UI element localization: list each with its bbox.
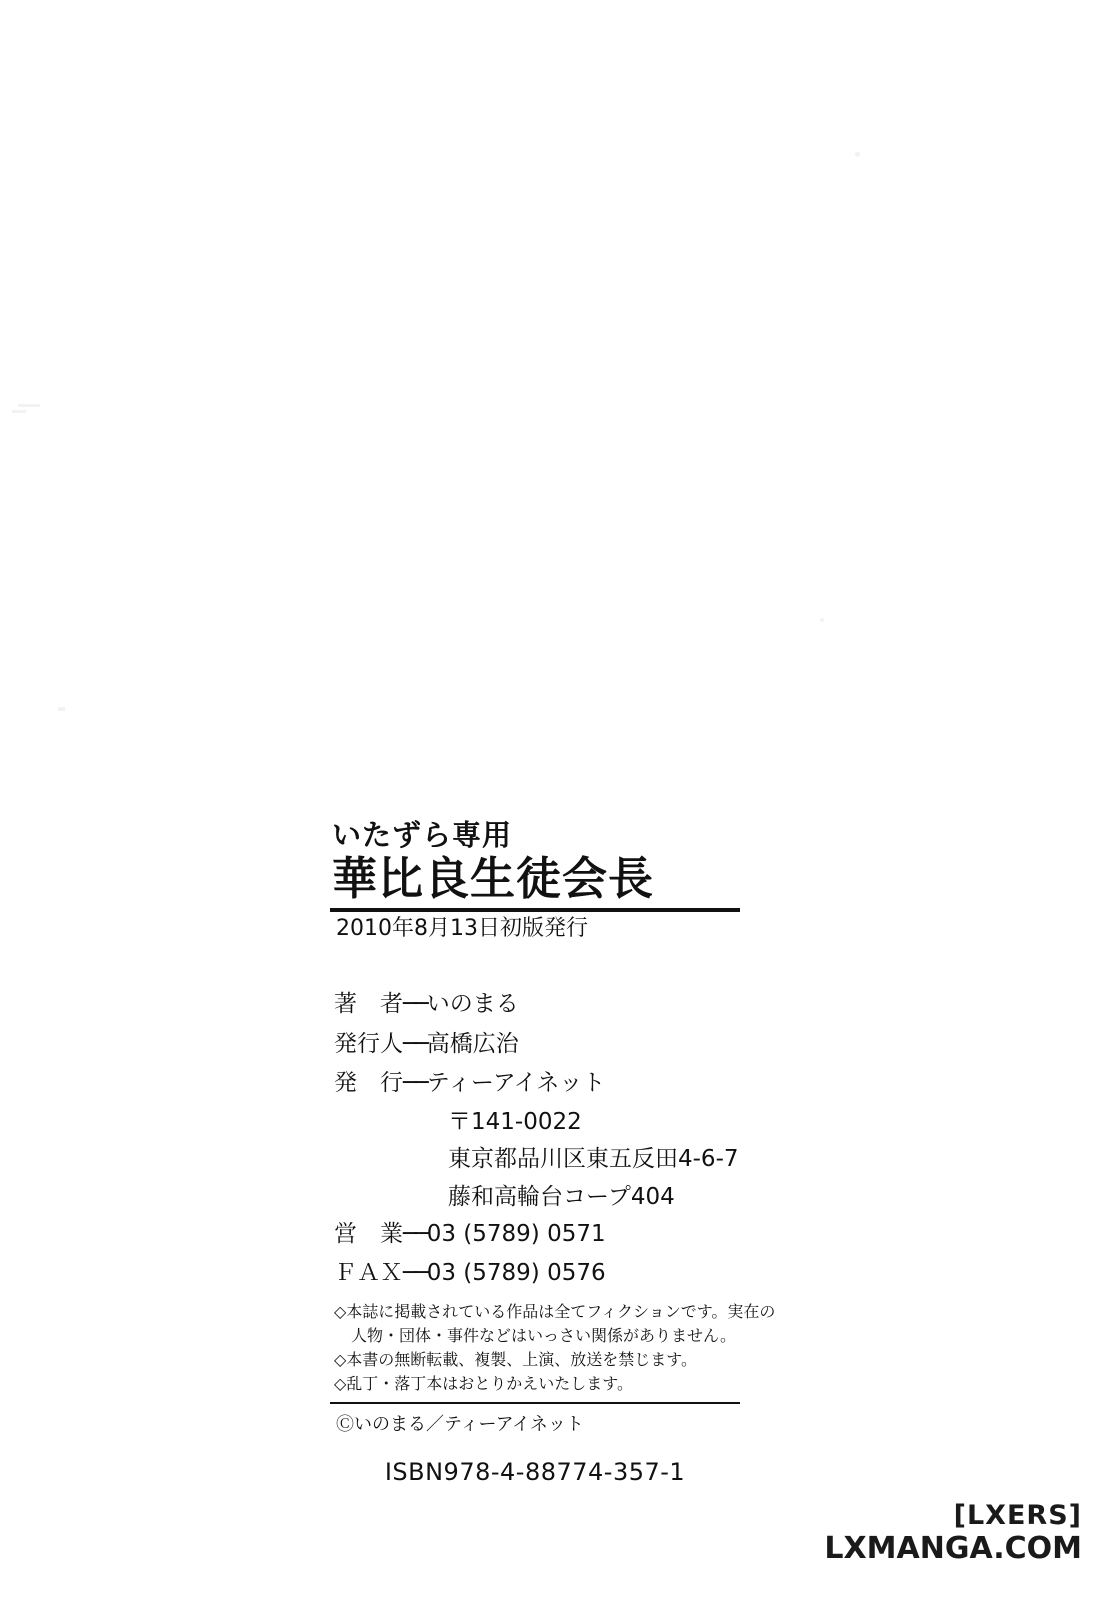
- credits-list: [330, 986, 740, 1292]
- publication-date: 2010年8月13日初版発行: [336, 915, 588, 941]
- credit-row-publisher: [334, 1065, 740, 1102]
- contact-label: 営 業: [334, 1220, 403, 1247]
- address-building: 藤和高輪台コープ404: [448, 1183, 675, 1210]
- contact-dash: ──: [403, 1220, 427, 1247]
- paper-speck: [18, 404, 40, 407]
- book-title: 華比良生徒会長: [332, 852, 655, 906]
- credit-row-publisher-person: [334, 1026, 740, 1063]
- credit-dash: ──: [403, 991, 427, 1018]
- paper-speck: [12, 410, 26, 413]
- contact-value: 03 (5789) 0576: [426, 1260, 606, 1287]
- credit-label: 発 行: [334, 1069, 403, 1096]
- credit-value: いのまる: [426, 991, 519, 1018]
- contact-row-fax: [334, 1255, 740, 1292]
- contact-row-sales: [334, 1216, 740, 1253]
- contact-dash: ──: [403, 1260, 427, 1287]
- footer-divider: [330, 1402, 740, 1404]
- watermark-domain: LXMANGA.COM: [824, 1530, 1082, 1566]
- title-divider: [330, 908, 740, 912]
- paper-speck: [855, 152, 860, 157]
- watermark-tag: [LXERS]: [953, 1500, 1082, 1532]
- book-subtitle: いたずら専用: [332, 818, 513, 852]
- credit-row-author: [334, 986, 740, 1023]
- paper-speck: [820, 618, 824, 622]
- legal-note: ◇本誌に掲載されている作品は全てフィクションです。実在の: [334, 1302, 776, 1322]
- contact-label: ＦＡＸ: [334, 1260, 403, 1287]
- credit-label: 発行人: [334, 1030, 403, 1057]
- credit-value: 高橋広治: [426, 1030, 519, 1057]
- copyright-line: Ⓒいのまる／ティーアイネット: [336, 1414, 584, 1436]
- credit-dash: ──: [403, 1069, 427, 1096]
- contact-value: 03 (5789) 0571: [426, 1220, 606, 1247]
- legal-note: ◇乱丁・落丁本はおとりかえいたします。: [334, 1374, 634, 1394]
- credit-label: 著 者: [334, 991, 403, 1018]
- credit-dash: ──: [403, 1030, 427, 1057]
- isbn-number: ISBN978-4-88774-357-1: [384, 1458, 686, 1487]
- legal-notes: [334, 1300, 776, 1396]
- address-street: 東京都品川区東五反田4-6-7: [448, 1146, 739, 1173]
- legal-note: ◇本書の無断転載、複製、上演、放送を禁じます。: [334, 1350, 698, 1370]
- legal-note: 人物・団体・事件などはいっさい関係がありません。: [351, 1326, 736, 1346]
- site-watermark: [824, 1502, 1082, 1564]
- address-postal-code: 〒141-0022: [448, 1109, 582, 1136]
- credit-value: ティーアイネット: [426, 1069, 606, 1096]
- paper-speck: [58, 707, 65, 711]
- colophon-block: [330, 818, 776, 1487]
